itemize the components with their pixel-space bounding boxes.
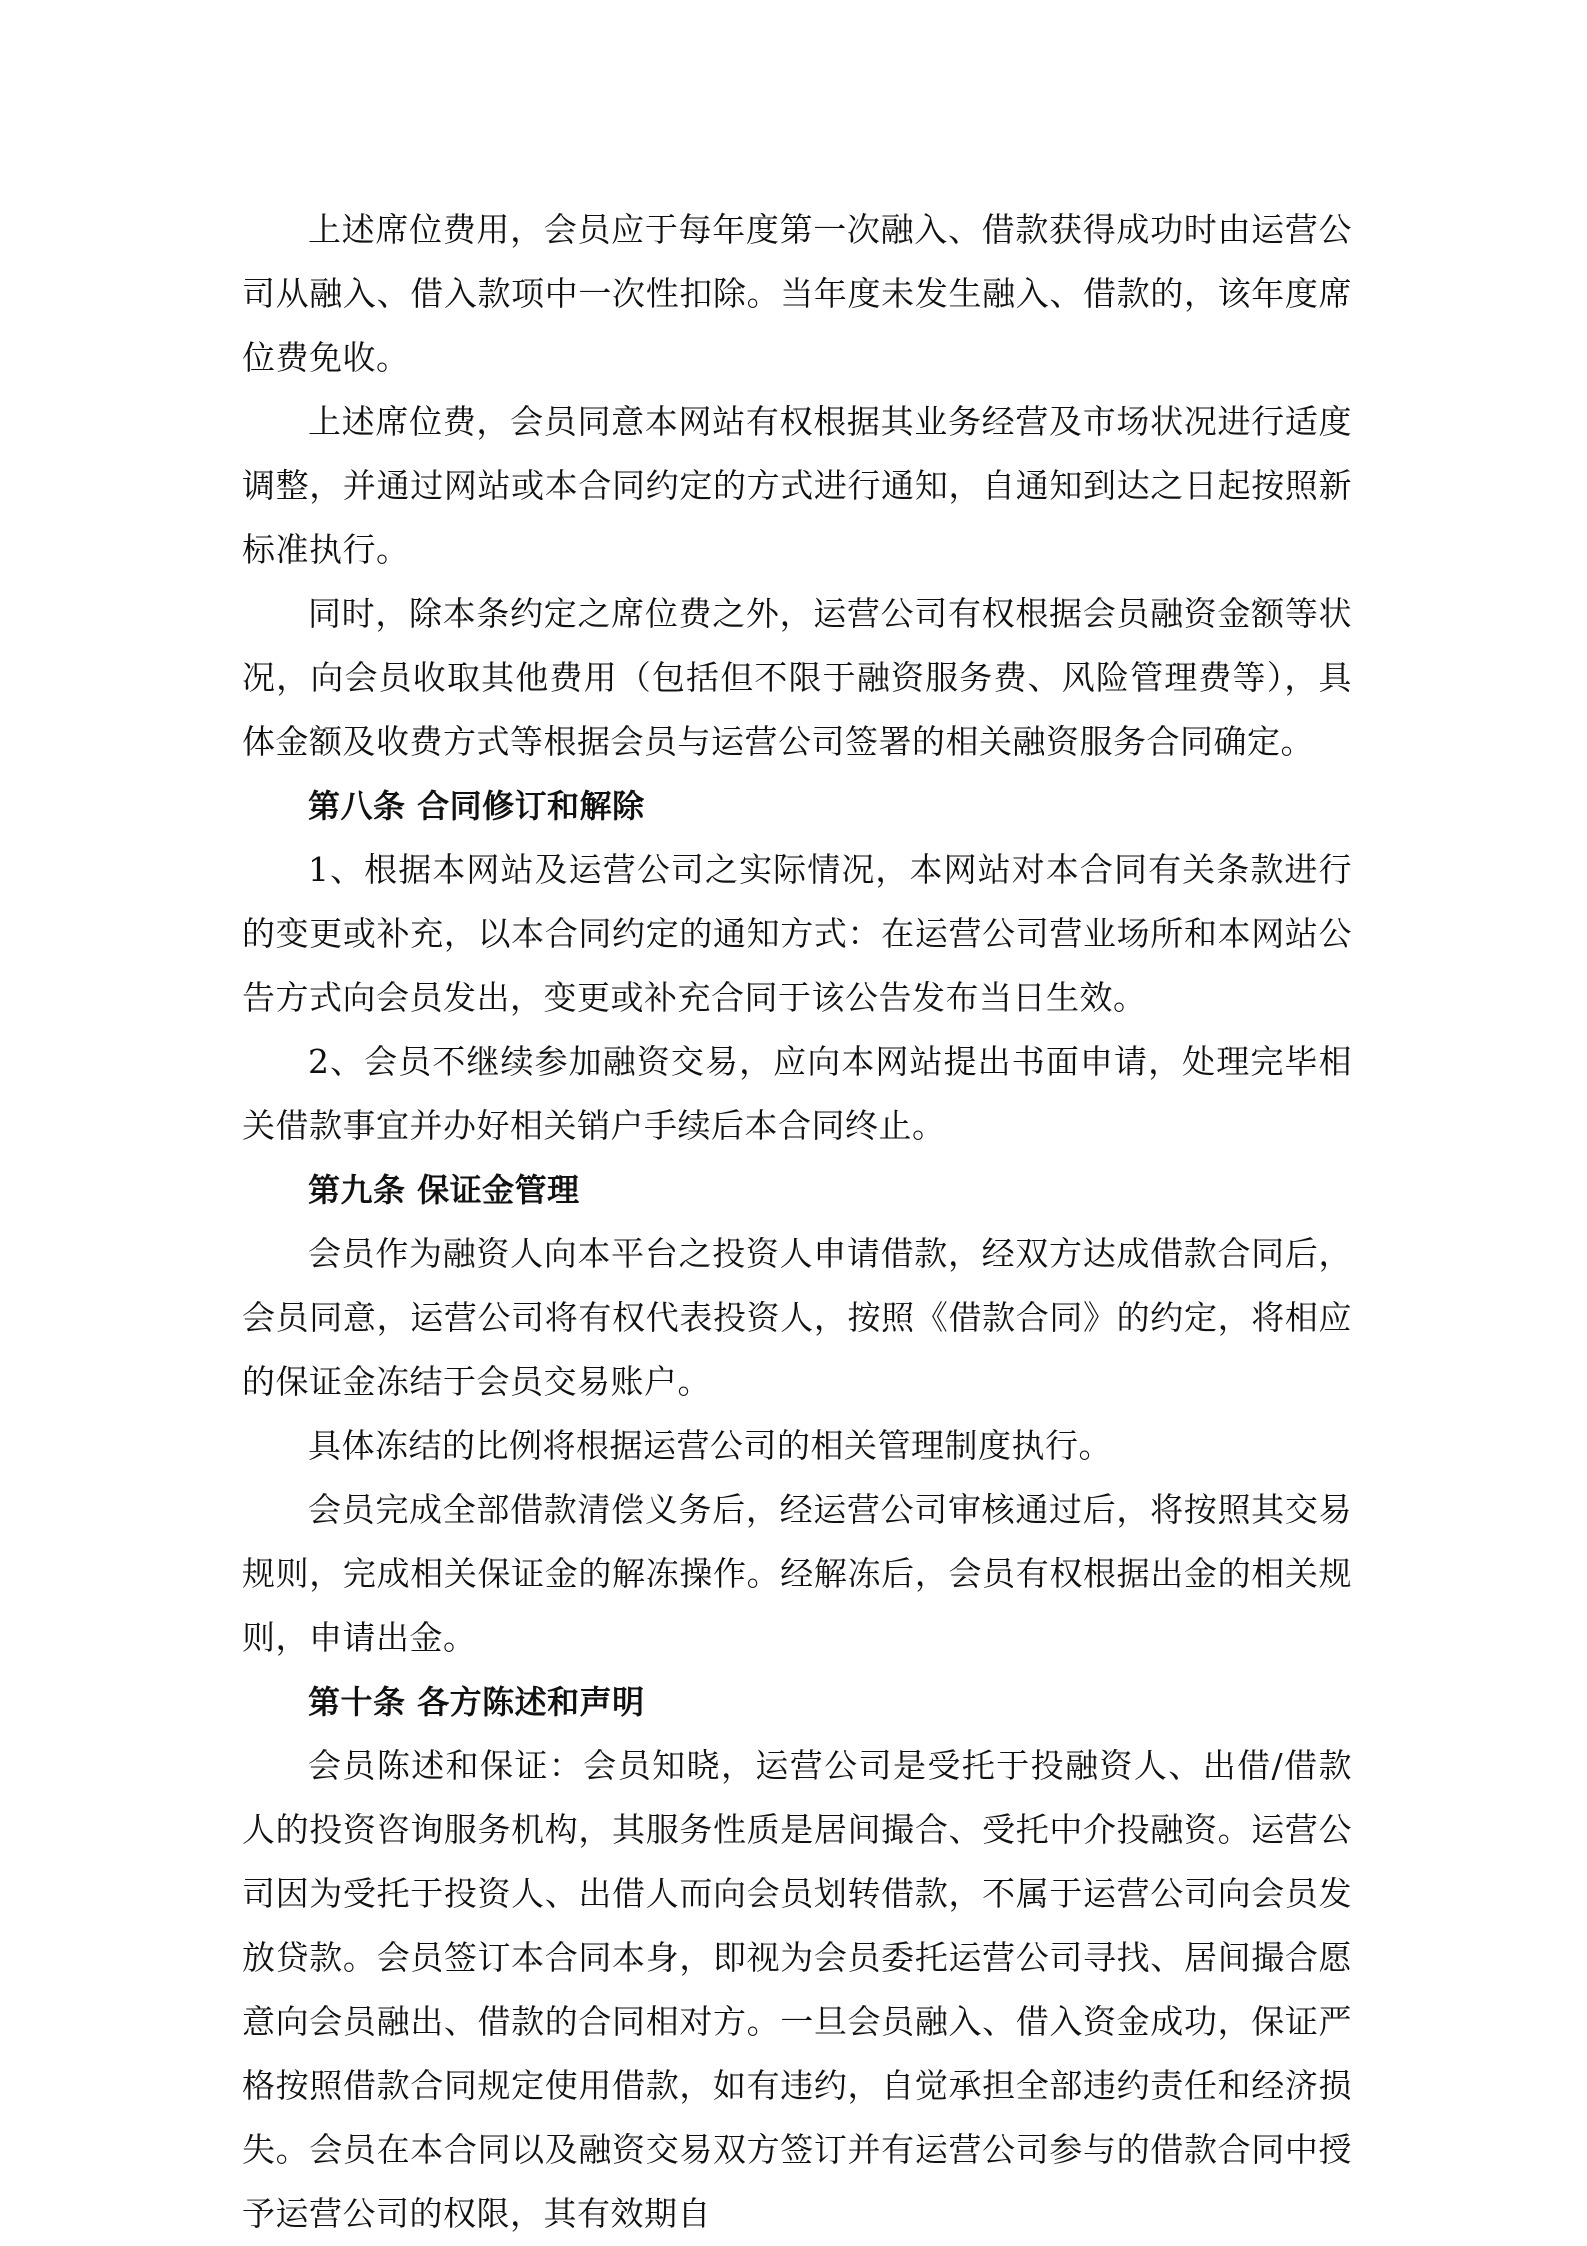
heading-article-8: 第八条 合同修订和解除: [308, 787, 645, 825]
paragraph-article-8-item-2: 2、会员不继续参加融资交易，应向本网站提出书面申请，处理完毕相关借款事宜并办好相关销户手续后本合同终止。: [242, 1042, 1352, 1145]
document-page: [242, 198, 1352, 2246]
paragraph-article-8-item-1: 1、根据本网站及运营公司之实际情况，本网站对本合同有关条款进行的变更或补充，以本合同约定的通知方式：在运营公司营业场所和本网站公告方式向会员发出，变更或补充合同于该公告发布当日生效。: [242, 850, 1352, 1017]
paragraph-member-representations: 会员陈述和保证：会员知晓，运营公司是受托于投融资人、出借/借款人的投资咨询服务机构，其服务性质是居间撮合、受托中介投融资。运营公司因为受托于投资人、出借人而向会员划转借款，不属于运营公司向会员发放贷款。会员签订本合同本身，即视为会员委托运营公司寻找、居间撮合愿意向会员融出、借款的合同相对方。一旦会员融入、借入资金成功，保证严格按照借款合同规定使用借款，如有违约，自觉承担全部违约责任和经济损失。会员在本合同以及融资交易双方签订并有运营公司参与的借款合同中授予运营公司的权限，其有效期自: [242, 1746, 1352, 2233]
paragraph-deposit-freeze: 会员作为融资人向本平台之投资人申请借款，经双方达成借款合同后，会员同意，运营公司将有权代表投资人，按照《借款合同》的约定，将相应的保证金冻结于会员交易账户。: [242, 1234, 1352, 1401]
paragraph-freeze-ratio: 具体冻结的比例将根据运营公司的相关管理制度执行。: [308, 1426, 1112, 1465]
paragraph-deposit-release: 会员完成全部借款清偿义务后，经运营公司审核通过后，将按照其交易规则，完成相关保证金的解冻操作。经解冻后，会员有权根据出金的相关规则，申请出金。: [242, 1490, 1352, 1657]
heading-article-10: 第十条 各方陈述和声明: [308, 1683, 645, 1721]
paragraph-seat-fee-deduction: 上述席位费用，会员应于每年度第一次融入、借款获得成功时由运营公司从融入、借入款项中一次性扣除。当年度未发生融入、借款的，该年度席位费免收。: [242, 210, 1352, 377]
paragraph-other-fees: 同时，除本条约定之席位费之外，运营公司有权根据会员融资金额等状况，向会员收取其他费用（包括但不限于融资服务费、风险管理费等），具体金额及收费方式等根据会员与运营公司签署的相关融资服务合同确定。: [242, 594, 1352, 761]
heading-article-9: 第九条 保证金管理: [308, 1171, 580, 1209]
paragraph-seat-fee-adjustment: 上述席位费，会员同意本网站有权根据其业务经营及市场状况进行适度调整，并通过网站或本合同约定的方式进行通知，自通知到达之日起按照新标准执行。: [242, 402, 1352, 569]
